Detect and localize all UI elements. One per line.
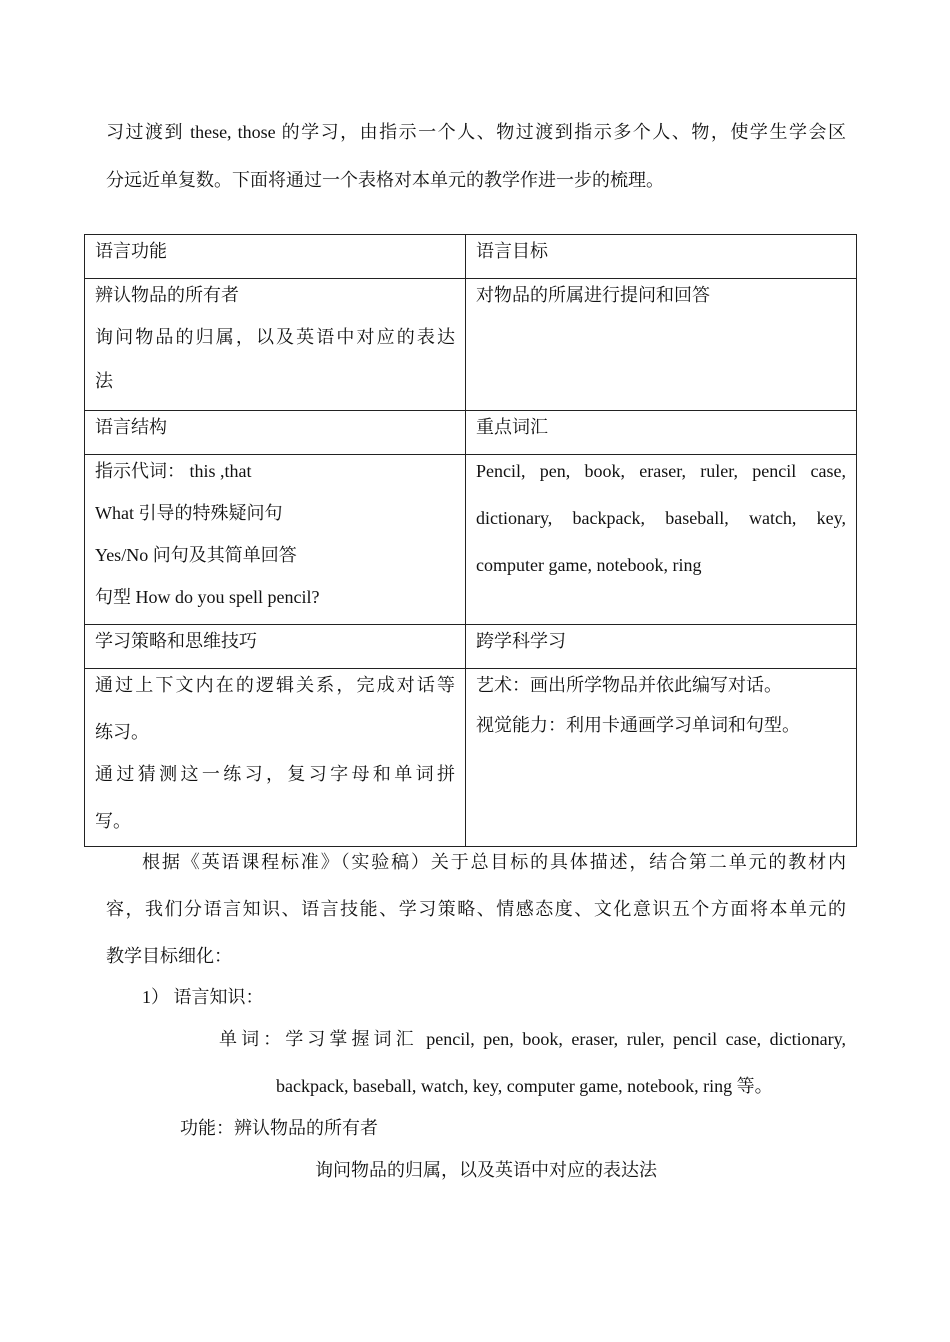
cell-cross-subject-header: 跨学科学习	[466, 625, 857, 669]
cell-line: Yes/No 问句及其简单回答	[95, 545, 297, 565]
cell-key-vocabulary-header: 重点词汇	[466, 411, 857, 455]
teaching-table	[84, 234, 857, 847]
table-row	[85, 669, 857, 847]
cell-line: 法	[95, 371, 113, 391]
cell-strategy	[85, 669, 466, 847]
section-heading: 1） 语言知识：	[142, 987, 264, 1007]
table-row	[85, 455, 857, 625]
vocab-line-2: backpack, baseball, watch, key, computer game, notebook, ring 等。	[276, 1076, 773, 1096]
cell-line: 练习。	[95, 722, 149, 742]
table-row	[85, 625, 857, 669]
cell-line: 通过上下文内在的逻辑关系，完成对话等	[95, 675, 455, 695]
cell-language-function-header: 语言功能	[85, 235, 466, 279]
para2-line-2: 容，我们分语言知识、语言技能、学习策略、情感态度、文化意识五个方面将本单元的	[106, 899, 846, 919]
cell-language-function	[85, 279, 466, 411]
cell-cross-subject	[466, 669, 857, 847]
table-row	[85, 279, 857, 411]
table-row	[85, 235, 857, 279]
para2-line-1: 根据《英语课程标准》（实验稿）关于总目标的具体描述，结合第二单元的教材内	[142, 852, 846, 872]
table-row	[85, 411, 857, 455]
cell-language-structure	[85, 455, 466, 625]
cell-line: 写。	[95, 811, 131, 831]
cell-line: Pencil, pen, book, eraser, ruler, pencil case,	[476, 461, 846, 481]
intro-line-1: 习过渡到 these, those 的学习，由指示一个人、物过渡到指示多个人、物，使学生学会区	[106, 122, 846, 142]
vocab-line-1: 单词：学习掌握词汇 pencil, pen, book, eraser, ruler, pencil case, dictionary,	[219, 1029, 846, 1049]
cell-line: dictionary, backpack, baseball, watch, key,	[476, 508, 846, 528]
cell-line: 询问物品的归属，以及英语中对应的表达	[95, 327, 455, 347]
cell-strategy-header: 学习策略和思维技巧	[85, 625, 466, 669]
para2-line-3: 教学目标细化：	[106, 946, 232, 966]
function-line-2: 询问物品的归属，以及英语中对应的表达法	[315, 1160, 657, 1180]
cell-line: What 引导的特殊疑问句	[95, 503, 283, 523]
intro-line-2: 分远近单复数。下面将通过一个表格对本单元的教学作进一步的梳理。	[106, 170, 664, 190]
cell-line: 视觉能力：利用卡通画学习单词和句型。	[476, 715, 800, 735]
cell-line: 句型 How do you spell pencil?	[95, 587, 320, 607]
cell-language-goal: 对物品的所属进行提问和回答	[466, 279, 857, 411]
cell-key-vocabulary	[466, 455, 857, 625]
cell-language-structure-header: 语言结构	[85, 411, 466, 455]
cell-line: 艺术：画出所学物品并依此编写对话。	[476, 675, 782, 695]
cell-line: 辨认物品的所有者	[95, 285, 239, 305]
function-line-1: 功能：辨认物品的所有者	[180, 1118, 378, 1138]
cell-line: 指示代词： this ,that	[95, 461, 252, 481]
cell-language-goal-header: 语言目标	[466, 235, 857, 279]
cell-line: 通过猜测这一练习，复习字母和单词拼	[95, 764, 455, 784]
cell-line: computer game, notebook, ring	[476, 555, 702, 575]
